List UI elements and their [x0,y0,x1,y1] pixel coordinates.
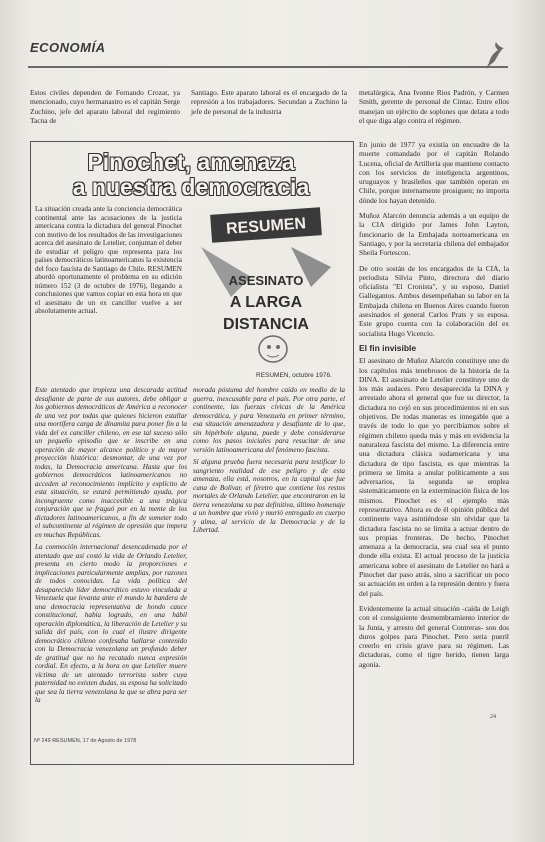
box-headline [46,150,336,200]
poster-line3: DISTANCIA [223,316,309,333]
poster-caption: RESUMEN, octubre 1976. [256,372,332,379]
poster-line2: A LARGA [229,294,303,311]
headline-line2: a nuestra democracia [72,174,310,200]
right-paragraph: Evidentemente la actual situación -caída de Leigh con el consiguiente desmembramiento interior de la Junta, y arresto del general Contreras- son dos duros golpes para Pinochet. Pero seria pueril creerlo en crisis grave para su régimen. Las dictaduras, como el tigre herido, tienen larga agonía. [359,603,509,669]
poster-line1: ASESINATO [228,273,304,288]
box-footer: Nº 249 RESUMEN, 17 de Agosto de 1978 [34,738,137,744]
header-rule [28,66,508,68]
italic-paragraph: morada póstuma del hombre caído en medio de la guerra, inexcusable para el país. Por otra parte, el continente, las fuerzas cívicas de la América democrática, y para Venezuela en primer término, esa situación amenazadora y desafiante de lo que, sin hipérbole alguna, puede y debe considerarse como los pasos iniciales para resucitar de una versión latinoamericana del fenómeno fascista. [193,386,345,454]
box-italic-column-1 [35,386,187,709]
italic-paragraph: La conmoción internacional desencadenada por el atentado que así costó la vida de Orlando Letelier, presenta en cierto modo la proporciones e implicaciones particularmente amplias, por razones de todos conocidas. La vida política del desaparecido líder democrático estuvo vinculada a Venezuela que levanta ante el mundo la bandera de una democracia representativa de hondo cauce constitucional, había logrado, en una hábil operación diplomática, la liberación de Letelier y su salida del país, con lo cual el ilustre dirigente democrático chileno confesaba hallarse contenido con la Democracia venezolana un profundo deber de gratitud que no ha recatado nunca expresión cordial. En efecto, a la hora en que Letelier muere víctima de un atentado terrorista sobre cuya paternidad no existen dudas, su esposa ha solicitado que sea la tierra venezolana la que se abra para ser la [35,543,187,704]
subheading: El fin invisible [359,342,417,353]
section-label: ECONOMÍA [30,40,106,55]
top-text-col1: Estos civiles dependen de Fernando Crozat, ya mencionado, cuyo hermanastro es el capitán Serge Zuchino, jefe del aparato laboral del regimiento Tacna de [30,88,180,125]
page-header [0,0,545,84]
right-paragraph: De otro sostán de los encargados de la CIA, la periodista Silvia Pinto, directora del diario oficialista "El Cronista", y su esposo, Daniel Gallegantos. Ambos desempeñaban su labor en la Embajada chilena en Buenos Aires cuando fueron asesinados el general Carlos Prats y su esposa. Este grupo cuenta con la colaboración del ex socialista Hugo Vicencio. [359,263,509,338]
box-lead-paragraph: La situación creada ante la conciencia democrática continental ante las acusaciones de la justicia americana contra la dictadura del general Pinochet con motivo de los resultados de las investigaciones acerca del asesinato de Letelier, conjuntan el deber de estudiar el peligro que representa para los países democráticos latinoamericanos la existencia del foco fascista de Santiago de Chile. RESUMEN abordó oportunamente el problema en su edición número 152 (3 de octubre de 1976), llegando a conclusiones que vamos copiar en esta hora en que el asesinato de un ex canciller vuelve a ser absolutamente actual. [35,205,182,315]
italic-paragraph: Sí alguna prueba fuera necesaria para testificar lo sangriento realidad de ese peligro y de esta amenaza, ella está, nosotros, en la capital que fue cuna de Bolívar, el féretro que contiene los restos mortales de Orlando Letelier, que encontraron en la tierra venezolana su paz definitiva, último homenaje a un hombre que vivió y murió entregado en cuerpo y alma, al servicio de la Democracia y de la Libertad. [193,458,345,534]
poster-word: RESUMEN [225,215,307,238]
resumen-cover-image [191,207,341,367]
page-number: 24 [490,714,496,720]
headline-line1: Pinochet, amenaza [87,149,295,175]
box-italic-column-2 [193,386,345,539]
top-text-col2: Santiago. Este aparato laboral es el encargado de la represión a los trabajadores. Secundan a Zuchino la jefe de personal de la industria [191,88,347,116]
italic-paragraph: Este atentado que tropieza una descarada actitud desafiante de parte de sus autores, debe obligar a los gobiernos democráticos de América a reconocer de una vez por todas que quienes hicieron estallar una mortífera carga de dinamita para poner fin a la vida del ex canciller chileno, en ese tal suceso sólo un pequeño episodio que se inscribe en una operación de mayor alcance político y de mayor proyección histórica: desmontar, de una vez por todas, la Democracia americana. Hasta que los gobiernos democráticos latinoamericanos no acceden al reconocimiento implícito y explícito de esta situación, se estará permitiendo ayuda, por incongruente como inaccesible a una trágica conjuración que se fraguó por en la mente de los dictadores latinoamericanos, a fin de someter todo el subcontinente al régimen de opresión que impera en muchas Repúblicas. [35,386,187,539]
right-paragraph: En junio de 1977 ya existía un encuadre de la muerte comandado por el capitán Rolando Lucena, oficial de Artillería que mantiene contacto con los servicios de inteligencia argentinos, uruguayos y brasileños que también operan en Chile, porque internamente prosiguen; no importa dónde los hayan detenido. [359,140,510,205]
right-paragraph: El asesinato de Muñoz Alarcón constituye uno de los capítulos más tenebrosos de la historia de la DINA. El asesinato de Letelier constituye uno de los más audaces. Pero desaparecida la DINA y arrestado ahora el general que fue su director, la dictadura no cejó en sus procedimientos ni en sus objetivos. De todas maneras es innegable que a través de todo lo que yo percibíamos sobre el régimen chileno queda más y más en evidencia la naturaleza fascista del mismo. La diferencia entre una dictadura clásica sudamericana y una dictadura de tipo fascista, es que mientras la primera se limita a anular políticamente a sus adversarios, la segunda se emplea sistemáticamente en la exterminación física de los mismos. Pinochet es el ejemplo más representativo. Ahora es de él opinión pública del continente vaya asintiéndose sin olvidar que la dictadura fascista no se limita a actuar dentro de sus propias fronteras. De hecho, Pinochet amenaza a la democracia, sea cual sea el punto donde ella exista. El actual proceso de la justicia americana sobre el asesinato de Letelier no hará a Pinochet dar paso atrás, sino a sacrificar un poco su actuación en orden a la represión dentro y fuera del país. [359,356,509,598]
right-column [359,140,509,675]
right-paragraph: Muñoz Alarcón denuncia además a un equipo de la CIA dirigido por James John Layton, funcionario de la Embajada norteamericana en Santiago, y por la secretaria chilena del embajador Sheila Fortescon. [359,211,509,258]
top-text-col3: metalúrgica, Ana Ivonne Rios Padrón, y Carmen Smith, gerente de personal de Cintac. Entre ellos manejan un ejército de soplones que delata a todo el que diga algo contra el régimen. [359,88,509,125]
